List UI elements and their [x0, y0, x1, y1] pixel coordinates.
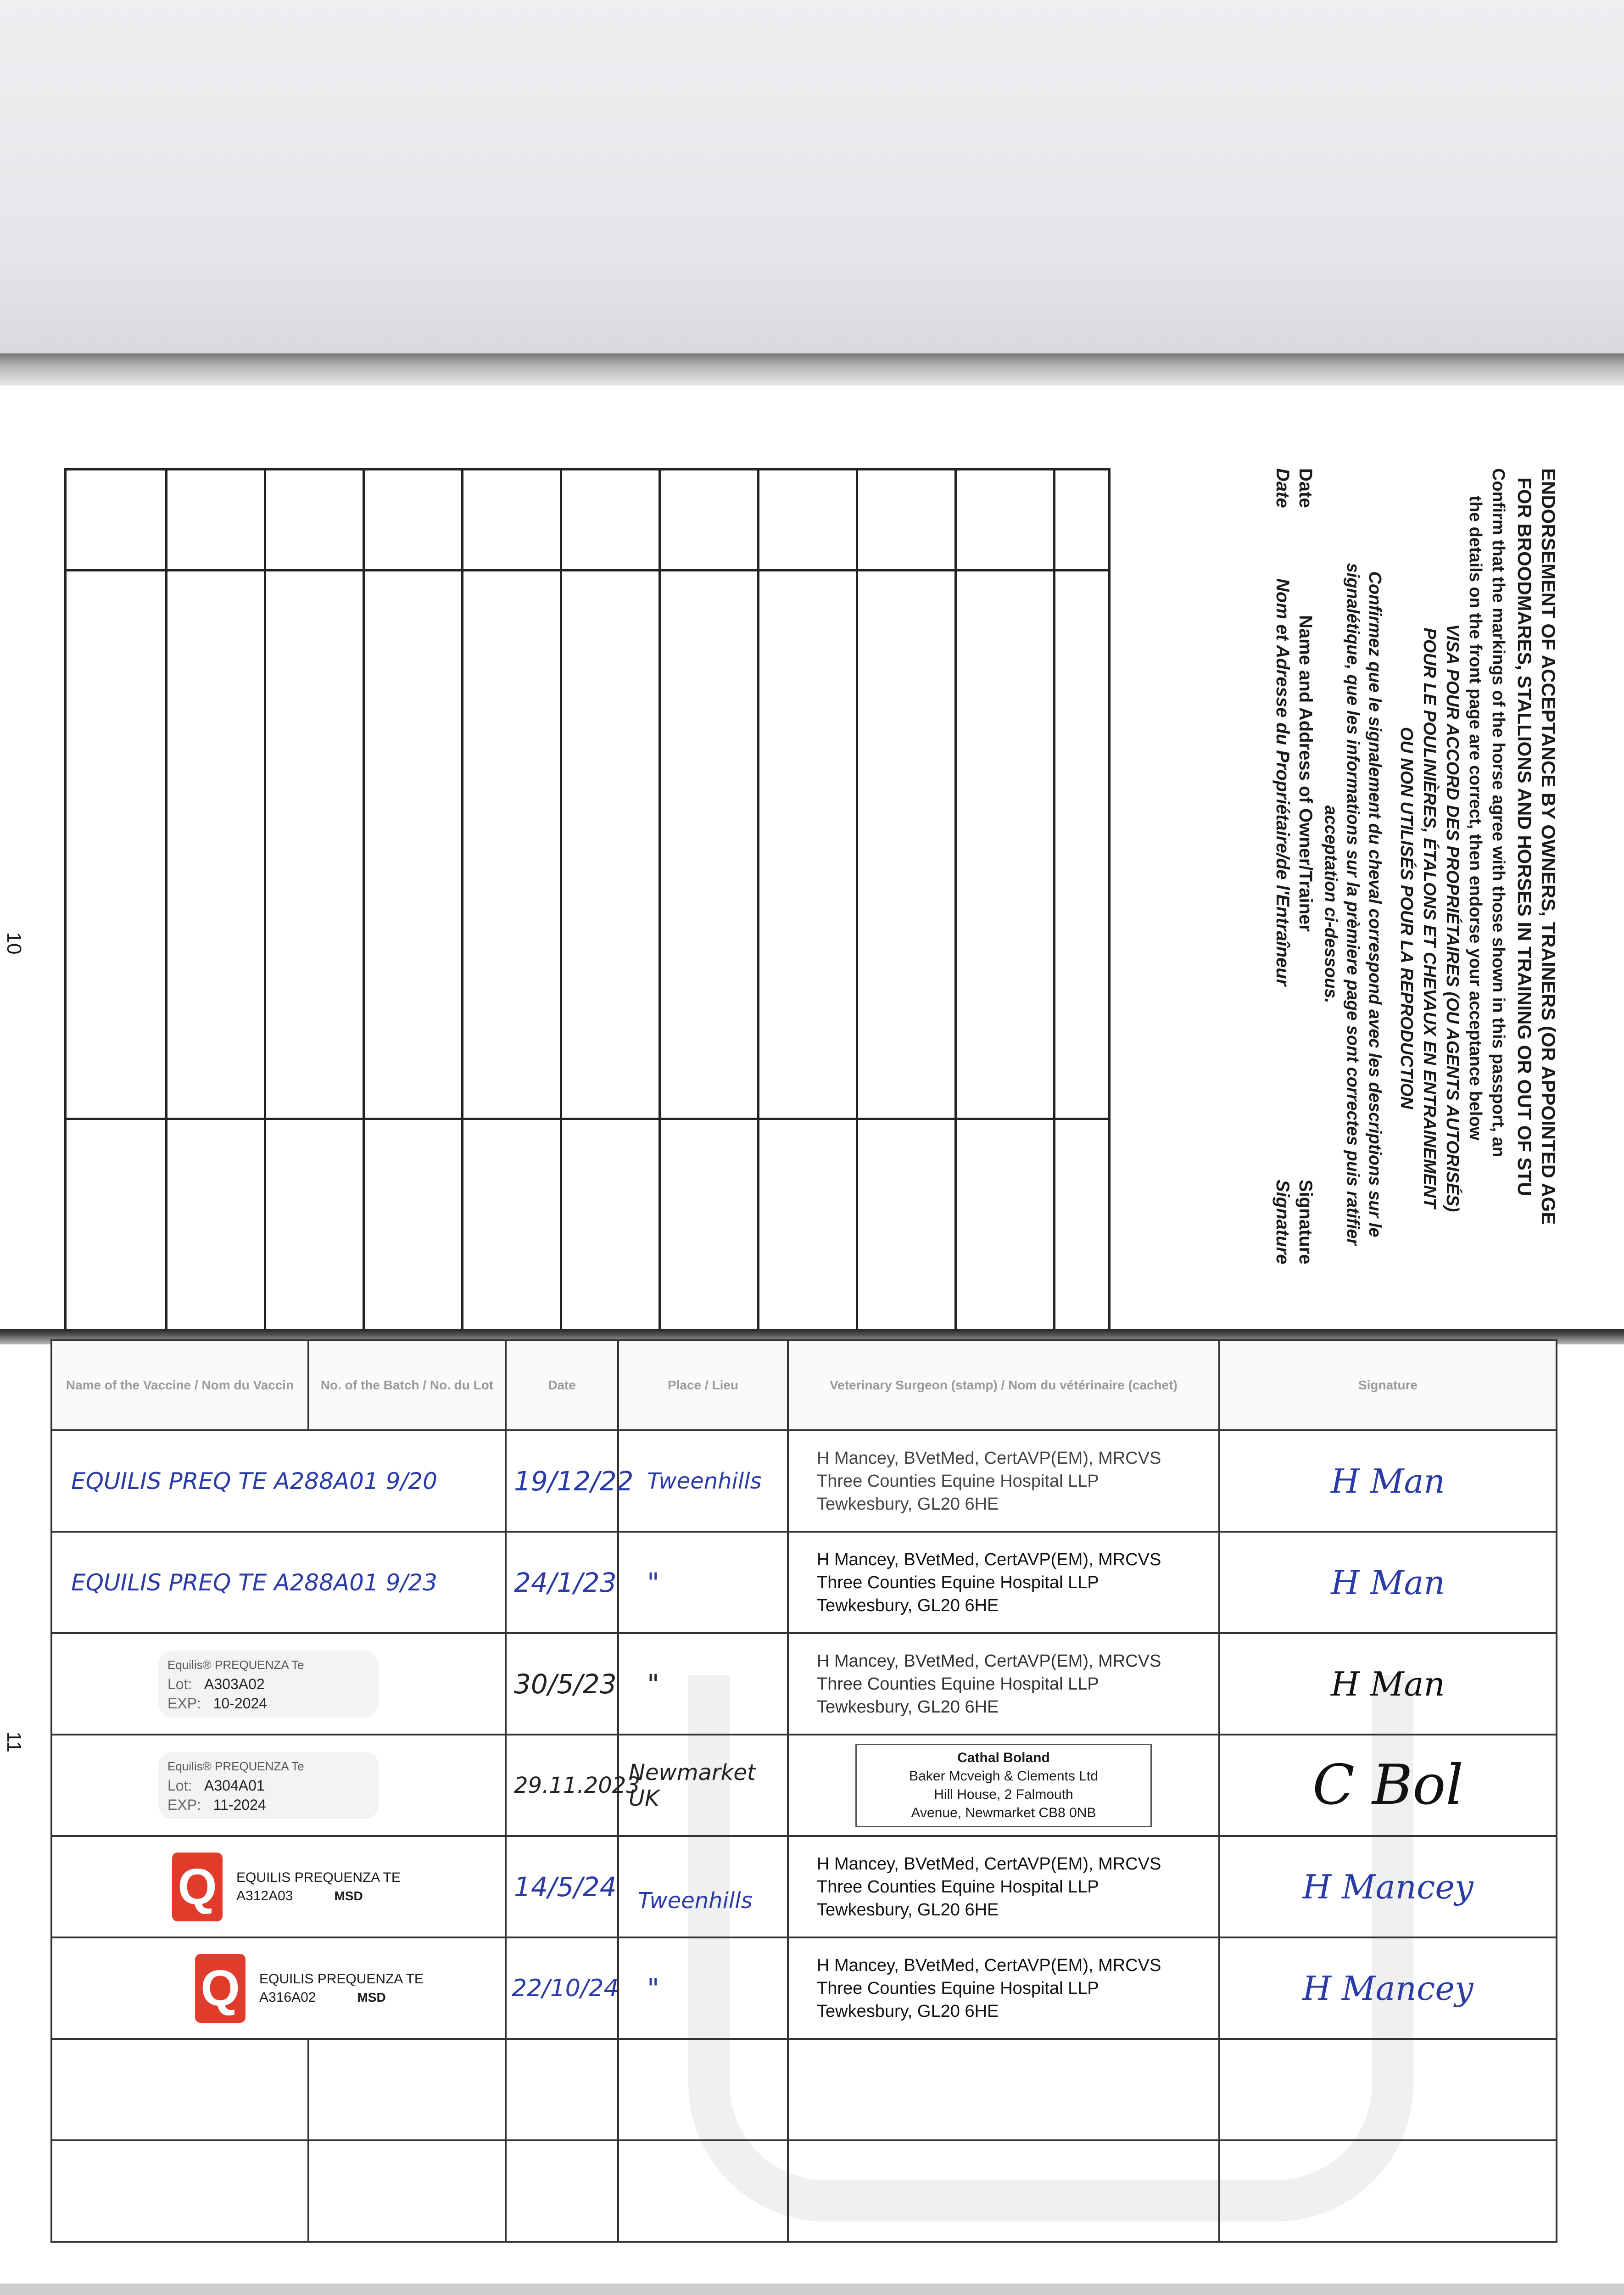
header-signature: Signature [1219, 1340, 1557, 1430]
sticker-lot: A316A02 [259, 1989, 316, 2005]
sticker-exp-line [167, 1795, 369, 1814]
grid-col-line [264, 470, 266, 1329]
fr-line-2: signalétique, que les informations sur la prèmiere page sont correctes puis ratifier [1343, 563, 1362, 1246]
sticker-exp-label: EXP: [167, 1796, 201, 1813]
vaccine-cell [51, 1735, 506, 1836]
date-handwritten: 24/1/23 [514, 1567, 617, 1598]
place-cell [618, 1735, 788, 1836]
table-row [51, 1836, 1557, 1937]
date-handwritten: 14/5/24 [514, 1871, 617, 1903]
endorsement-grid [64, 468, 1111, 1331]
empty-cell [308, 2140, 506, 2242]
table-row [51, 2039, 1557, 2140]
place-cell [618, 1532, 788, 1633]
confirm-line-2: the details on the front page are correct, then endorse your acceptance below [1466, 496, 1485, 1141]
header-batch: No. of the Batch / No. du Lot [308, 1340, 506, 1430]
visa-line-2: POUR LE POULINIÈRES, ÉTALONS ET CHEVAUX EN ENTRAINEMENT [1420, 627, 1439, 1209]
table-header-row [51, 1340, 1557, 1430]
grid-col-line [1053, 470, 1055, 1329]
place-handwritten: Tweenhills [647, 1468, 762, 1494]
vet-name: H Mancey, BVetMed, CertAVP(EM), MRCVS [817, 1550, 1161, 1569]
place-handwritten: Tweenhills [638, 1887, 753, 1914]
place-cell [618, 1430, 788, 1532]
header-vaccine: Name of the Vaccine / Nom du Vaccin [51, 1340, 308, 1430]
confirm-text [1464, 468, 1510, 1340]
vaccination-table [50, 1339, 1557, 2243]
empty-cell [1219, 2140, 1557, 2242]
signature-handwritten: H Man [1331, 1461, 1445, 1500]
sticker-product: EQUILIS PREQUENZA TE [236, 1870, 401, 1885]
signature-cell [1219, 1836, 1557, 1937]
date-cell [506, 1836, 618, 1937]
q-logo-icon: Q [195, 1954, 246, 2023]
date-cell [506, 1735, 640, 1836]
signature-cell [1219, 1532, 1557, 1633]
sticker-product: EQUILIS PREQUENZA TE [259, 1971, 424, 1987]
visa-text [1395, 505, 1464, 1331]
vet-cell [788, 1532, 1219, 1633]
vet-practice: Three Counties Equine Hospital LLP [817, 1471, 1099, 1491]
fr-line-3: acceptation ci-dessous. [1321, 805, 1340, 1003]
grid-col-line [856, 470, 858, 1329]
col-name-header [1271, 578, 1317, 986]
vet-stamp [855, 1744, 1152, 1827]
empty-cell [308, 2039, 506, 2140]
vaccine-cell [51, 1430, 506, 1532]
col-name-fr: Nom et Adresse du Propriétaire/de l'Entraîneur [1272, 578, 1293, 986]
vet-name: H Mancey, BVetMed, CertAVP(EM), MRCVS [817, 1854, 1161, 1874]
q-logo-icon: Q [172, 1853, 223, 1921]
grid-col-line [560, 470, 562, 1329]
sticker-lot-label: Lot: [167, 1675, 192, 1692]
empty-cell [51, 2039, 308, 2140]
sticker-lot-line [167, 1674, 369, 1694]
table-row [51, 1937, 1557, 2039]
table-row [51, 1430, 1557, 1532]
vet-practice: Three Counties Equine Hospital LLP [817, 1877, 1099, 1897]
vaccine-handwritten: EQUILIS PREQ TE A288A01 9/20 [71, 1467, 437, 1495]
vaccine-handwritten: EQUILIS PREQ TE A288A01 9/23 [71, 1569, 437, 1596]
sticker-exp: 11-2024 [213, 1796, 266, 1813]
page-top-edge [0, 353, 1624, 386]
vet-stamp [789, 1853, 1218, 1921]
vaccine-cell [51, 1937, 506, 2039]
msd-logo: MSD [357, 1990, 386, 2004]
title-line-1: ENDORSEMENT OF ACCEPTANCE BY OWNERS, TRAINERS (OR APPOINTED AGE [1538, 468, 1559, 1225]
stamp-practice: Baker Mcveigh & Clements Ltd [909, 1768, 1098, 1784]
empty-cell [618, 2140, 788, 2242]
stamp-address-1: Hill House, 2 Falmouth [934, 1786, 1073, 1802]
page-bottom-edge [0, 2284, 1624, 2295]
date-cell [506, 1532, 618, 1633]
col-date-en: Date [1295, 468, 1316, 508]
vaccine-cell [51, 1633, 506, 1735]
signature-cell [1219, 1937, 1557, 2039]
col-signature-header [1271, 1180, 1317, 1264]
date-cell [506, 1937, 618, 2039]
col-name-en: Name and Address of Owner/Trainer [1295, 615, 1316, 932]
vet-address: Tewkesbury, GL20 6HE [817, 1595, 999, 1615]
vet-address: Tewkesbury, GL20 6HE [817, 1697, 999, 1717]
date-handwritten: 29.11.2023 [514, 1772, 640, 1798]
grid-col-line [165, 470, 167, 1329]
table-row [51, 1735, 1557, 1836]
header-place: Place / Lieu [618, 1340, 788, 1430]
signature-handwritten: H Mancey [1302, 1867, 1473, 1906]
vet-practice: Three Counties Equine Hospital LLP [817, 1573, 1099, 1592]
vet-stamp [789, 1548, 1218, 1617]
visa-line-1: VISA POUR ACCORD DES PROPRIÉTAIRES (OU AGENTS AUTORISÉS) [1443, 624, 1462, 1212]
vet-name: H Mancey, BVetMed, CertAVP(EM), MRCVS [817, 1448, 1161, 1468]
vet-stamp [789, 1954, 1218, 2023]
table-row [51, 2140, 1557, 2242]
vaccine-cell [51, 1836, 506, 1937]
empty-cell [788, 2039, 1219, 2140]
empty-cell [618, 2039, 788, 2140]
french-confirm-text [1320, 468, 1386, 1340]
date-cell [506, 1633, 618, 1735]
sticker-lot-line [236, 1887, 401, 1905]
vaccine-cell [51, 1532, 506, 1633]
stamp-address-2: Avenue, Newmarket CB8 0NB [911, 1805, 1096, 1820]
date-handwritten: 19/12/22 [514, 1465, 634, 1497]
place-cell [618, 1633, 788, 1735]
vaccine-sticker [195, 1954, 504, 2023]
empty-cell [788, 2140, 1219, 2242]
date-cell [506, 1430, 634, 1532]
grid-col-line [757, 470, 759, 1329]
vaccine-sticker [172, 1853, 504, 1921]
col-date-header [1271, 468, 1317, 508]
header-vet: Veterinary Surgeon (stamp) / Nom du vétérinaire (cachet) [788, 1340, 1219, 1430]
sticker-exp-label: EXP: [167, 1695, 201, 1712]
grid-col-line [659, 470, 661, 1329]
sticker-lot-line [259, 1988, 424, 2007]
date-handwritten: 30/5/23 [514, 1668, 617, 1700]
sticker-brand: Equilis® PREQUENZA Te [167, 1657, 304, 1672]
stamp-name: Cathal Boland [957, 1750, 1050, 1765]
vet-address: Tewkesbury, GL20 6HE [817, 1900, 999, 1920]
vet-stamp [789, 1650, 1218, 1718]
vet-practice: Three Counties Equine Hospital LLP [817, 1978, 1099, 1998]
signature-handwritten: H Man [1331, 1664, 1445, 1703]
sticker-lot-label: Lot: [167, 1777, 192, 1794]
grid-col-line [954, 470, 957, 1329]
place-cell [618, 1937, 788, 2039]
vet-practice: Three Counties Equine Hospital LLP [817, 1674, 1099, 1694]
grid-col-line [363, 470, 365, 1329]
place-handwritten: " [647, 1668, 659, 1700]
vet-cell [788, 1633, 1219, 1735]
vaccine-sticker [158, 1651, 379, 1718]
grid-row-line [67, 569, 1108, 571]
col-date-fr: Date [1272, 468, 1293, 508]
fr-line-1: Confirmez que le signalement du cheval correspond avec les descriptions sur le [1365, 571, 1384, 1237]
title-line-2: FOR BROODMARES, STALLIONS AND HORSES IN TRAINING OR OUT OF STU [1514, 477, 1535, 1196]
vet-cell [788, 1836, 1219, 1937]
vaccine-sticker [158, 1752, 379, 1819]
grid-row-line [67, 1118, 1108, 1120]
table-row [51, 1532, 1557, 1633]
vet-address: Tewkesbury, GL20 6HE [817, 1494, 999, 1514]
place-cell [618, 1836, 788, 1937]
vet-address: Tewkesbury, GL20 6HE [817, 2001, 999, 2021]
vet-cell [788, 1937, 1219, 2039]
vet-cell [788, 1430, 1219, 1532]
sticker-exp: 10-2024 [213, 1695, 268, 1712]
date-handwritten: 22/10/24 [512, 1974, 619, 2002]
signature-handwritten: C Bol [1312, 1753, 1463, 1817]
place-handwritten: " [647, 1972, 659, 2004]
sticker-text [259, 1970, 424, 2007]
grid-col-line [461, 470, 463, 1329]
confirm-line-1: Confirm that the markings of the horse agree with those shown in this passport, an [1489, 468, 1508, 1158]
sticker-brand: Equilis® PREQUENZA Te [167, 1759, 304, 1773]
signature-cell [1219, 1430, 1557, 1532]
empty-cell [506, 2039, 618, 2140]
empty-cell [506, 2140, 618, 2242]
empty-cell [51, 2140, 308, 2242]
col-signature-fr: Signature [1272, 1180, 1293, 1265]
vet-name: H Mancey, BVetMed, CertAVP(EM), MRCVS [817, 1955, 1161, 1975]
visa-line-3: OU NON UTILISÉS POUR LA REPRODUCTION [1397, 727, 1416, 1109]
sticker-lot: A312A03 [236, 1888, 293, 1903]
col-signature-en: Signature [1295, 1180, 1316, 1265]
vet-name: H Mancey, BVetMed, CertAVP(EM), MRCVS [817, 1651, 1161, 1671]
table-row [51, 1633, 1557, 1735]
signature-handwritten: H Mancey [1302, 1969, 1473, 2008]
empty-cell [1219, 2039, 1557, 2140]
place-handwritten: " [647, 1567, 659, 1598]
vet-stamp [789, 1447, 1218, 1516]
sticker-lot: A303A02 [204, 1675, 265, 1692]
scan-background [0, 0, 1624, 358]
place-handwritten: Newmarket UK [629, 1759, 756, 1811]
endorsement-title [1512, 468, 1560, 1340]
msd-logo: MSD [334, 1888, 363, 1903]
sticker-lot-line [167, 1776, 369, 1795]
sticker-text [236, 1869, 401, 1905]
sticker-lot: A304A01 [204, 1777, 265, 1794]
page-number-10: 10 [3, 932, 25, 955]
signature-handwritten: H Man [1331, 1563, 1445, 1602]
header-date: Date [506, 1340, 618, 1430]
page-number-11: 11 [3, 1731, 25, 1752]
signature-cell [1219, 1735, 1557, 1836]
sticker-exp-line [167, 1694, 369, 1713]
vet-cell [788, 1735, 1219, 1836]
signature-cell [1219, 1633, 1557, 1735]
